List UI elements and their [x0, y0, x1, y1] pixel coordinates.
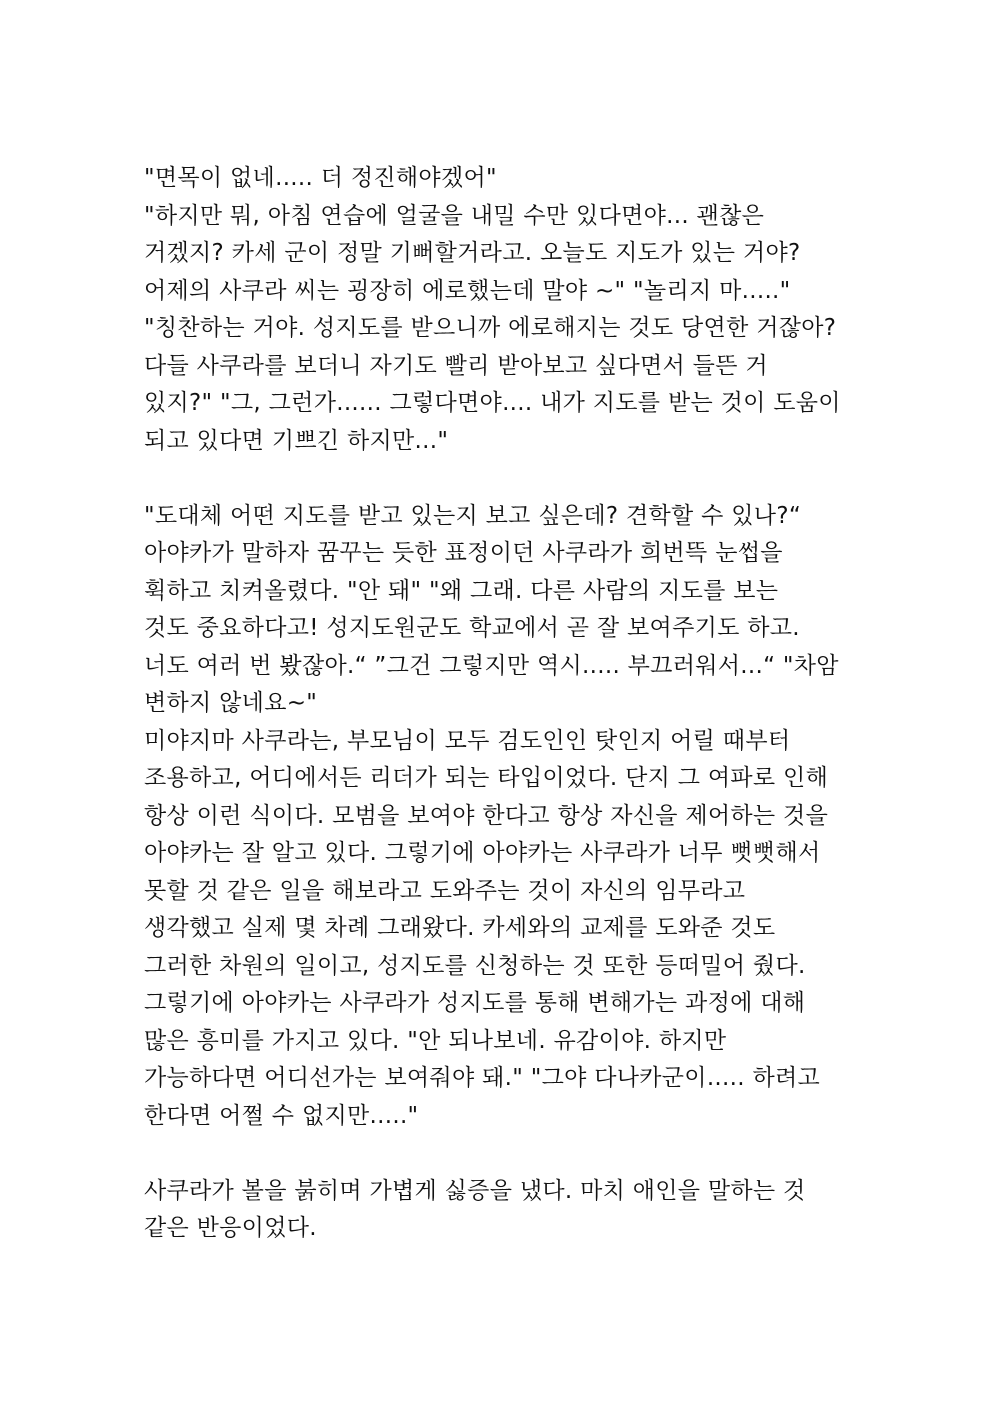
text-line: 항상 이런 식이다. 모범을 보여야 한다고 항상 자신을 제어하는 것을	[144, 802, 829, 829]
text-line: "도대체 어떤 지도를 받고 있는지 보고 싶은데? 견학할 수 있나?“	[144, 502, 802, 529]
text-line: 미야지마 사쿠라는, 부모님이 모두 검도인인 탓인지 어릴 때부터	[144, 727, 791, 754]
text-line: 생각했고 실제 몇 차례 그래왔다. 카세와의 교제를 도와준 것도	[144, 915, 776, 941]
text-line: 그렇기에 아야카는 사쿠라가 성지도를 통해 변해가는 과정에 대해	[144, 990, 806, 1016]
text-line: 것도 중요하다고! 성지도원군도 학교에서 곧 잘 보여주기도 하고.	[144, 615, 800, 641]
text-line: 변하지 않네요~"	[144, 690, 318, 716]
text-line: 그러한 차원의 일이고, 성지도를 신청하는 것 또한 등떠밀어 줬다.	[144, 952, 806, 979]
paragraph-gap	[144, 460, 864, 498]
text-line: 같은 반응이었다.	[144, 1215, 317, 1241]
text-line: 어제의 사쿠라 씨는 굉장히 에로했는데 말야 ~" "놀리지 마....."	[144, 277, 791, 304]
text-line: 조용하고, 어디에서든 리더가 되는 타입이었다. 단지 그 여파로 인해	[144, 765, 829, 791]
paragraph-3	[144, 1173, 864, 1248]
text-line: 한다면 어쩔 수 없지만....."	[144, 1102, 419, 1129]
text-line: "하지만 뭐, 아침 연습에 얼굴을 내밀 수만 있다면야... 괜찮은	[144, 202, 765, 229]
text-line: 아야카는 잘 알고 있다. 그렇기에 아야카는 사쿠라가 너무 뻣뻣해서	[144, 840, 821, 866]
text-line: 있지?" "그, 그런가...... 그렇다면야.... 내가 지도를 받는 것이 도움이	[144, 390, 841, 416]
text-line: 가능하다면 어디선가는 보여줘야 돼." "그야 다나카군이..... 하려고	[144, 1065, 821, 1091]
text-line: "면목이 없네..... 더 정진해야겠어"	[144, 165, 497, 191]
text-line: 너도 여러 번 봤잖아.“ ”그건 그렇지만 역시..... 부끄러워서...“ "차암	[144, 652, 839, 679]
document-body	[144, 160, 864, 1248]
text-line: 못할 것 같은 일을 해보라고 도와주는 것이 자신의 임무라고	[144, 877, 746, 904]
text-line: 되고 있다면 기쁘긴 하지만..."	[144, 427, 449, 454]
text-line: 아야카가 말하자 꿈꾸는 듯한 표정이던 사쿠라가 희번뜩 눈썹을	[144, 540, 783, 566]
text-line: 많은 흥미를 가지고 있다. "안 되나보네. 유감이야. 하지만	[144, 1027, 727, 1054]
text-line: 거겠지? 카세 군이 정말 기뻐할거라고. 오늘도 지도가 있는 거야?	[144, 240, 801, 266]
paragraph-gap	[144, 1135, 864, 1173]
paragraph-1	[144, 160, 864, 460]
text-line: 다들 사쿠라를 보더니 자기도 빨리 받아보고 싶다면서 들뜬 거	[144, 352, 768, 379]
text-line: 사쿠라가 볼을 붉히며 가볍게 싫증을 냈다. 마치 애인을 말하는 것	[144, 1177, 806, 1204]
text-line: "칭찬하는 거야. 성지도를 받으니까 에로해지는 것도 당연한 거잖아?	[144, 315, 837, 341]
text-line: 휙하고 치켜올렸다. "안 돼" "왜 그래. 다른 사람의 지도를 보는	[144, 577, 779, 604]
paragraph-2	[144, 498, 864, 1136]
